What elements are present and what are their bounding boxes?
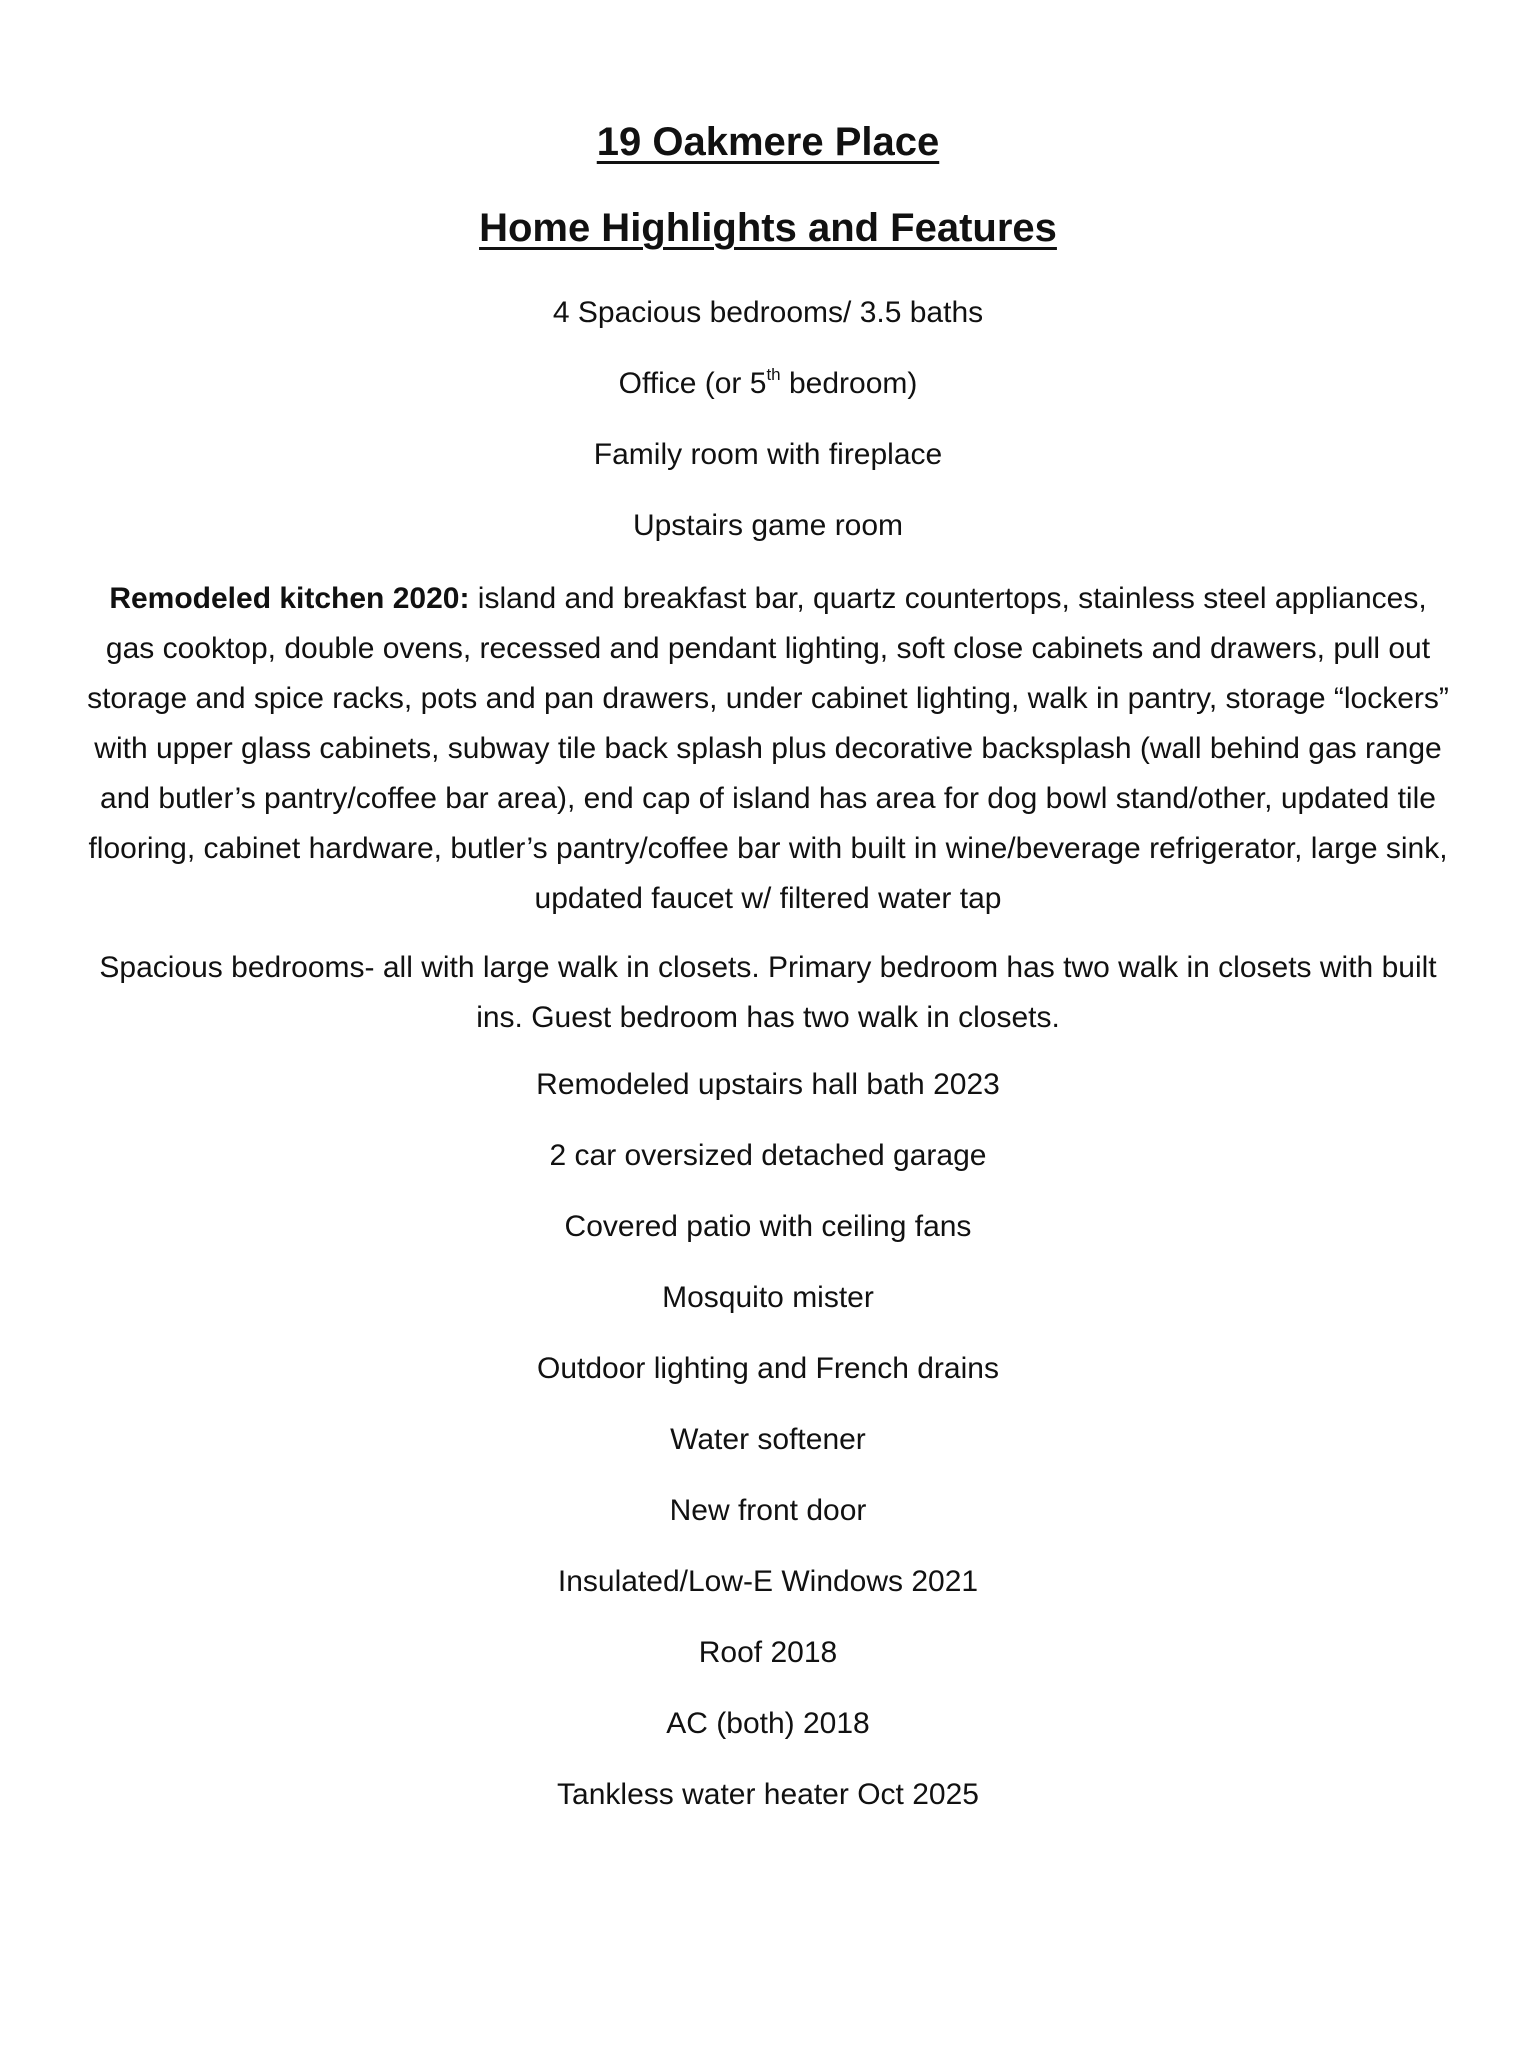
feature-list-item: 2 car oversized detached garage: [549, 1139, 987, 1172]
feature-office: [84, 361, 1452, 407]
feature-list-item: Roof 2018: [698, 1636, 838, 1669]
office-superscript: th: [766, 365, 781, 384]
document-title: 19 Oakmere Place: [596, 120, 940, 164]
feature-bedrooms-baths: 4 Spacious bedrooms/ 3.5 baths: [552, 296, 984, 329]
office-prefix: Office (or 5: [618, 367, 767, 400]
kitchen-text: island and breakfast bar, quartz countertops, stainless steel appliances, gas cooktop, double ovens, recessed and pendant lighting, soft close cabinets and drawers, pull out storage and spice racks, pots and pan drawers, under cabinet lighting, walk in pantry, storage “lockers” with upper glass cabinets, subway tile back splash plus decorative backsplash (wall behind gas range and butler’s pantry/coffee bar area), end cap of island has area for dog bowl stand/other, updated tile flooring, cabinet hardware, butler’s pantry/coffee bar with built in wine/beverage refrigerator, large sink, updated faucet w/ filtered water tap: [87, 582, 1449, 915]
feature-list-item: Covered patio with ceiling fans: [564, 1210, 972, 1243]
feature-game-room: Upstairs game room: [632, 509, 904, 542]
feature-list-item: Outdoor lighting and French drains: [537, 1352, 999, 1385]
document-subtitle: Home Highlights and Features: [479, 206, 1057, 250]
feature-list-item: Tankless water heater Oct 2025: [557, 1778, 979, 1811]
feature-list-item: Remodeled upstairs hall bath 2023: [536, 1068, 1000, 1101]
feature-list-item: Water softener: [670, 1423, 866, 1456]
kitchen-lead: Remodeled kitchen 2020:: [109, 582, 470, 615]
feature-kitchen-paragraph: [84, 574, 1452, 924]
feature-list-item: AC (both) 2018: [666, 1707, 870, 1740]
feature-family-room: Family room with fireplace: [593, 438, 943, 471]
feature-list-item: Insulated/Low-E Windows 2021: [557, 1565, 979, 1598]
feature-list-item: Mosquito mister: [662, 1281, 874, 1314]
feature-list-item: New front door: [669, 1494, 867, 1527]
office-suffix: bedroom): [780, 367, 918, 400]
feature-bedrooms-paragraph: Spacious bedrooms- all with large walk in closets. Primary bedroom has two walk in closets with built ins. Guest bedroom has two walk in closets.: [99, 951, 1437, 1034]
